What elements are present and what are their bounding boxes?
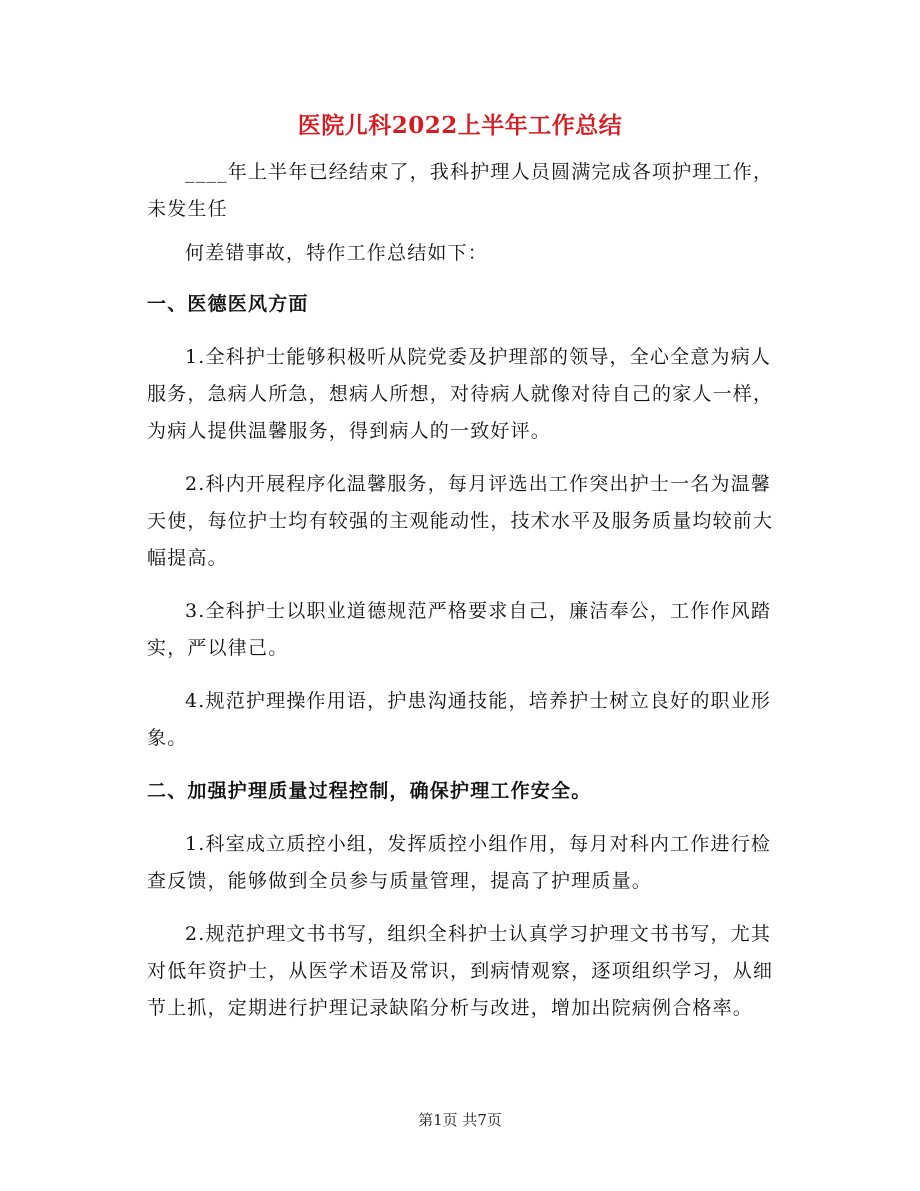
section-1-item-3: 3.全科护士以职业道德规范严格要求自己，廉洁奉公，工作作风踏实，严以律己。 xyxy=(147,600,772,659)
intro-paragraph: ____年上半年已经结束了，我科护理人员圆满完成各项护理工作，未发生任 xyxy=(147,161,774,220)
section-2-heading: 二、加强护理质量过程控制，确保护理工作安全。 xyxy=(147,780,592,802)
section-2-item-2: 2.规范护理文书书写，组织全科护士认真学习护理文书书写，尤其对低年资护士，从医学术语及常识，到病情观察，逐项组织学习，从细节上抓，定期进行护理记录缺陷分析与改进，增加出院病例合格率。 xyxy=(147,923,774,1019)
section-1-heading: 一、医德医风方面 xyxy=(147,293,309,315)
intro-continuation: 何差错事故，特作工作总结如下： xyxy=(185,242,489,264)
section-1-item-1: 1.全科护士能够积极听从院党委及护理部的领导，全心全意为病人服务，急病人所急，想病人所想，对待病人就像对待自己的家人一样，为病人提供温馨服务，得到病人的一致好评。 xyxy=(147,346,774,442)
section-1-item-2: 2.科内开展程序化温馨服务，每月评选出工作突出护士一名为温馨天使，每位护士均有较强的主观能动性，技术水平及服务质量均较前大幅提高。 xyxy=(147,473,774,569)
page-number-footer: 第1页 共7页 xyxy=(418,1111,502,1129)
document-body xyxy=(147,154,774,1043)
document-title: 医院儿科2022上半年工作总结 xyxy=(297,112,623,139)
section-2-item-1: 1.科室成立质控小组，发挥质控小组作用，每月对科内工作进行检查反馈，能够做到全员参与质量管理，提高了护理质量。 xyxy=(147,833,772,892)
section-1-item-4: 4.规范护理操作用语，护患沟通技能，培养护士树立良好的职业形象。 xyxy=(147,690,772,749)
